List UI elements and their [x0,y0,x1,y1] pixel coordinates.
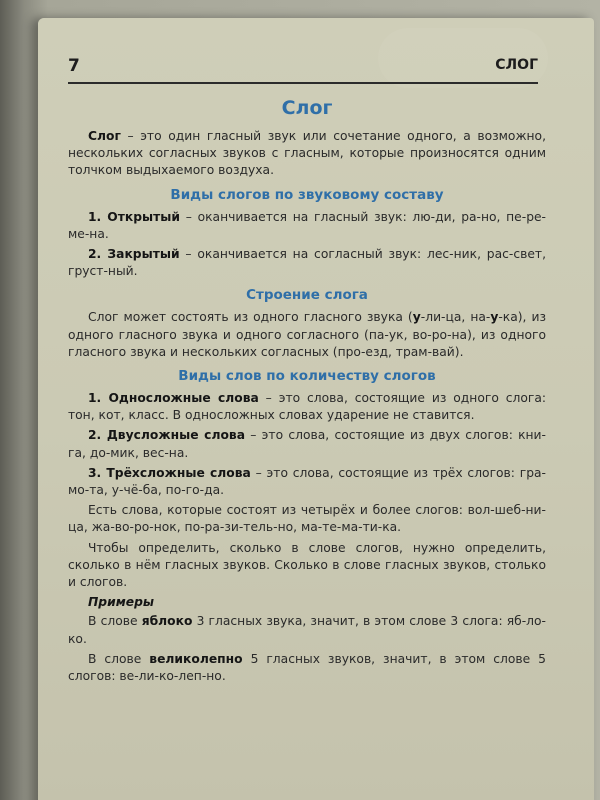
rule-paragraph: Чтобы определить, сколько в слове слогов, нужно определить, сколько в нём гласных звуков. Сколько в слове гласных звуков, столько и слогов. [68,540,546,590]
polysyllabic-paragraph: Есть слова, которые состоят из четырёх и более слогов: вол-шеб-ни-ца, жа-во-ро-нок, по-ра-зи-тель-но, ма-те-ма-ти-ка. [68,503,546,535]
example-1-a: В слове [88,614,142,629]
text-closed: – оканчивается на согласный звук: лес-ник, рас-свет, груст-ный. [68,247,546,279]
term-disyllabic: 2. Двусложные слова [88,428,245,443]
list-item-monosyllabic [68,390,546,424]
definition-paragraph [68,128,546,180]
book-page [38,18,594,800]
term-trisyllabic: 3. Трёхсложные слова [88,465,251,480]
page-header [68,56,538,84]
example-1 [68,613,546,647]
structure-vowel-1: у [412,310,421,325]
list-item-disyllabic [68,427,546,461]
section-heading-structure: Строение слога [246,287,368,304]
page-content [68,96,546,688]
term-closed: 2. Закрытый [88,247,180,262]
example-2 [68,651,546,685]
structure-text-a: Слог может состоять из одного гласного звука ( [88,310,413,325]
list-item-trisyllabic [68,465,546,499]
section-heading-sound-composition: Виды слогов по звуковому составу [170,186,444,203]
structure-text-b: -ли-ца, на- [420,310,491,325]
example-1-word: яблоко [141,614,193,629]
page-number: 7 [68,56,80,76]
definition-term: Слог [88,129,121,143]
examples-title: Примеры [88,595,155,610]
example-2-word: великолепно [149,651,243,666]
text-open: – оканчивается на гласный звук: лю-ди, ра-но, пе-ре-ме-на. [68,209,546,241]
term-open: 1. Открытый [88,209,181,224]
text-monosyllabic: – это слова, состоящие из одного слога: тон, кот, класс. В односложных словах ударение не ставится. [68,391,546,423]
text-disyllabic: – это слова, состоящие из двух слогов: кни-га, до-мик, вес-на. [68,428,546,460]
list-item-open-syllable [68,209,546,243]
definition-text: – это один гласный звук или сочетание одного, а возможно, нескольких согласных звуков с гласным, которые произносятся одним толчком выдыхаемого воздуха. [68,129,546,178]
text-trisyllabic: – это слова, состоящие из трёх слогов: гра-мо-та, у-чё-ба, по-го-да. [68,465,546,498]
page-title: Слог [281,97,333,119]
example-1-b: 3 гласных звука, значит, в этом слове 3 слога: яб-ло-ко. [68,614,546,646]
term-monosyllabic: 1. Односложные слова [88,391,259,406]
structure-text-c: -ка), из одного гласного звука и одного согласного (па-ук, во-ро-на), из одного гласного звука и нескольких согласных (про-езд, трам-вай). [68,310,547,359]
structure-vowel-2: у [490,310,499,325]
list-item-closed-syllable [68,246,546,280]
example-2-a: В слове [88,651,150,666]
example-2-b: 5 гласных звуков, значит, в этом слове 5 слогов: ве-ли-ко-леп-но. [68,651,547,684]
structure-paragraph [68,309,546,361]
section-heading-word-types: Виды слов по количеству слогов [178,368,436,385]
section-name: СЛОГ [495,57,538,73]
